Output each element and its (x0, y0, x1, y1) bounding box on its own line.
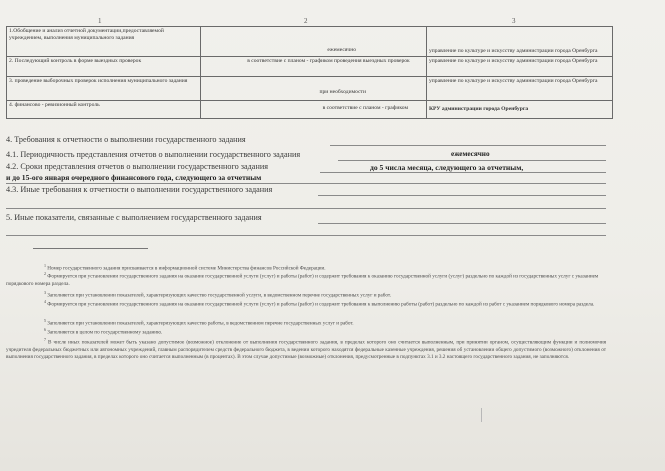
footnote-mark: 5 (44, 318, 46, 323)
footnote-3: $^3$ Заполняется при установлении показателей, характеризующих качество государственной услуги, в ведомственном перечне государственных услуг и работ. (44, 290, 392, 299)
underline (330, 145, 606, 146)
underline (318, 223, 606, 224)
column-number-2: 2 (304, 17, 308, 25)
footnote-mark: 4 (44, 299, 46, 304)
underline (6, 235, 606, 236)
underline (318, 195, 606, 196)
table-cell: управление по культуре и искусству администрации города Оренбурга (427, 77, 613, 101)
footnote-4: $^4$ Формируется при установлении государственного задания на оказание государственной услуги (услуг) и работы (работ) и содержит требования к выполнению работы (работ) раздельно по каждой из работ с указанием порядкового номера раздела. (44, 299, 595, 308)
table-cell: управление по культуре и искусству администрации города Оренбурга (427, 27, 613, 57)
column-number-1: 1 (98, 17, 102, 25)
requirement-4-2-value: до 5 числа месяца, следующего за отчетным, (370, 163, 524, 172)
table-cell (201, 57, 427, 77)
requirement-4-3: 4.3. Иные требования к отчетности о выполнении государственного задания (6, 185, 273, 194)
scan-mark (481, 408, 482, 422)
requirement-4-2-value-2: и до 15-ого января очередного финансового года, следующего за отчетным (6, 173, 262, 182)
table-cell: 3. проведение выборочных проверок исполнения муниципального задания (7, 77, 201, 101)
table-cell: КРУ администрации города Оренбурга (427, 101, 613, 119)
requirement-4: 4. Требования к отчетности о выполнении государственного задания (6, 135, 246, 144)
footnote-mark: 6 (44, 327, 46, 332)
footnote-mark: 3 (44, 290, 46, 295)
cell-text: при необходимости (319, 89, 366, 95)
table-row (7, 57, 613, 77)
table-row (7, 101, 613, 119)
table-header (6, 17, 603, 26)
footnote-separator (33, 248, 148, 249)
table-cell (201, 101, 427, 119)
footnote-7: $^7$ В числе иных показателей может быть указано допустимое (возможное) отклонение от выполнения государственного задания, в пределах которого оно считается выполненным, при принятии органом, осуществляющим функции и полномочия учредителя федеральных бюджетных или автономных учреждений, главным распорядителем средств федерального бюджета, в ведении которого находятся федеральные казенные учреждения, решения об установлении общего допустимого (возможного) отклонения от выполнения государственного задания, в пределах которого оно считается выполненным (в процентах). В этом случае допустимые (возможные) отклонения, предусмотренные в подпунктах 3.1 и 3.2 настоящего государственного задания, не заполняются. (6, 337, 606, 361)
requirement-4-1-value: ежемесячно (451, 150, 490, 158)
table-cell: 1.Обобщение и анализ отчетной документации,предоставляемой учреждением, выполнения муниципального задания (7, 27, 201, 57)
underline (6, 183, 606, 184)
underline (338, 160, 606, 161)
cell-text: в соответствие с планом - графиком проведения выездных проверок (247, 58, 410, 64)
footnote-5: $^5$ Заполняется при установлении показателей, характеризующих качество работы, в ведомственном перечне государственных услуг и работ. (44, 318, 354, 327)
cell-text: ежемесячно (327, 47, 356, 53)
table-row (7, 77, 613, 101)
footnote-mark: 2 (44, 271, 46, 276)
underline (6, 208, 606, 209)
table-cell (201, 77, 427, 101)
table-cell (201, 27, 427, 57)
footnote-2: $^2$ Формируется при установлении государственного задания на оказание государственной услуги (услуг) и работы (работ) и содержит требования к оказанию государственной услуги (услуг) раздельно по каждой из государственных услуг с указанием порядкового номера раздела. (6, 271, 599, 287)
control-table (6, 26, 613, 119)
table-row (7, 27, 613, 57)
column-number-3: 3 (512, 17, 516, 25)
footnote-mark: 7 (44, 337, 46, 342)
footnote-mark: 1 (44, 263, 46, 268)
requirement-5: 5. Иные показатели, связанные с выполнением государственного задания (6, 213, 262, 222)
requirement-4-1: 4.1. Периодичность представления отчетов о выполнении государственного задания (6, 150, 301, 159)
cell-text: в соответствие с планом - графиком (322, 105, 408, 111)
footnote-1: $^1$ Номер государственного задания присваивается в информационной системе Министерства финансов Российской Федерации. (44, 263, 326, 272)
table-cell: 4. финансово - ревизионный контроль (7, 101, 201, 119)
footnote-6: $^6$ Заполняется в целом по государственному заданию. (44, 327, 163, 336)
table-cell: 2. Последующий контроль в форме выездных проверок (7, 57, 201, 77)
underline (320, 172, 606, 173)
table-cell: управление по культуре и искусству администрации города Оренбурга (427, 57, 613, 77)
requirement-4-2: 4.2. Сроки представления отчетов о выполнении государственного задания (6, 162, 268, 171)
